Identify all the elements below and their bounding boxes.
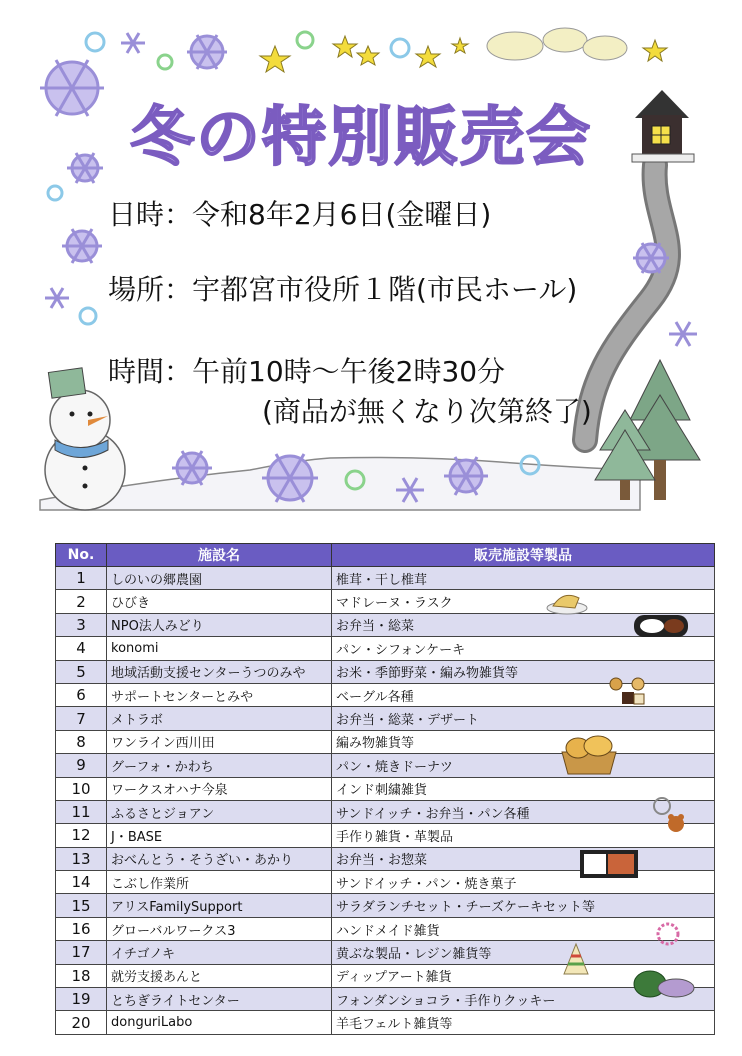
product-name: パン・シフォンケーキ <box>332 637 715 660</box>
product-name: マドレーヌ・ラスク <box>332 590 715 613</box>
table-row <box>56 800 715 823</box>
row-number: 12 <box>56 824 107 847</box>
table-row <box>56 941 715 964</box>
facility-name: とちぎライトセンター <box>107 988 332 1011</box>
facility-name: おべんとう・そうざい・あかり <box>107 847 332 870</box>
house-icon <box>632 90 694 162</box>
product-name: お弁当・総菜 <box>332 613 715 636</box>
facility-name: ワンライン西川田 <box>107 730 332 753</box>
cloud-icons <box>487 28 627 60</box>
product-name: お弁当・総菜・デザート <box>332 707 715 730</box>
product-name: パン・焼きドーナツ <box>332 754 715 777</box>
facility-name: メトラボ <box>107 707 332 730</box>
row-number: 9 <box>56 754 107 777</box>
facility-name: J・BASE <box>107 824 332 847</box>
table-row <box>56 964 715 987</box>
facility-name: グローバルワークス3 <box>107 917 332 940</box>
table-header-row <box>56 544 715 567</box>
row-number: 14 <box>56 871 107 894</box>
keychain-icon <box>650 796 690 836</box>
row-number: 10 <box>56 777 107 800</box>
row-number: 8 <box>56 730 107 753</box>
row-number: 20 <box>56 1011 107 1034</box>
product-name: サンドイッチ・パン・焼き菓子 <box>332 871 715 894</box>
product-name: ベーグル各種 <box>332 683 715 706</box>
event-place: 場所：宇都宮市役所１階(市民ホール) <box>108 273 578 306</box>
row-number: 16 <box>56 917 107 940</box>
product-name: 黄ぶな製品・レジン雑貨等 <box>332 941 715 964</box>
event-note: (商品が無くなり次第終了) <box>262 395 592 428</box>
facility-name: サポートセンターとみや <box>107 683 332 706</box>
row-number: 7 <box>56 707 107 730</box>
header-products: 販売施設等製品 <box>332 544 715 567</box>
lunchbox-icon <box>578 846 640 882</box>
facility-name: ふるさとジョアン <box>107 800 332 823</box>
facility-name: こぶし作業所 <box>107 871 332 894</box>
row-number: 6 <box>56 683 107 706</box>
row-number: 5 <box>56 660 107 683</box>
bento-icon <box>632 612 692 640</box>
product-name: フォンダンショコラ・手作りクッキー <box>332 988 715 1011</box>
row-number: 4 <box>56 637 107 660</box>
row-number: 2 <box>56 590 107 613</box>
table-row <box>56 824 715 847</box>
table-row <box>56 1011 715 1034</box>
product-name: お米・季節野菜・編み物雑貨等 <box>332 660 715 683</box>
facility-name: ワークスオハナ今泉 <box>107 777 332 800</box>
facility-name: konomi <box>107 637 332 660</box>
table-row <box>56 567 715 590</box>
table-row <box>56 917 715 940</box>
row-number: 3 <box>56 613 107 636</box>
bagel-icon <box>602 676 652 708</box>
row-number: 19 <box>56 988 107 1011</box>
facility-name: しのいの郷農園 <box>107 567 332 590</box>
table-row <box>56 637 715 660</box>
product-name: 羊毛フェルト雑貨等 <box>332 1011 715 1034</box>
header-no: No. <box>56 544 107 567</box>
product-name: サラダランチセット・チーズケーキセット等 <box>332 894 715 917</box>
facility-name: 地域活動支援センターうつのみや <box>107 660 332 683</box>
facility-name: donguriLabo <box>107 1011 332 1034</box>
facility-name: グーフォ・かわち <box>107 754 332 777</box>
bracelet-icon <box>652 920 684 948</box>
event-time: 時間：午前10時～午後2時30分 <box>108 355 506 388</box>
row-number: 15 <box>56 894 107 917</box>
row-number: 17 <box>56 941 107 964</box>
madeleine-icon <box>545 586 589 616</box>
product-name: お弁当・お惣菜 <box>332 847 715 870</box>
winter-poster <box>0 0 742 520</box>
table-row <box>56 613 715 636</box>
product-name: インド刺繍雑貨 <box>332 777 715 800</box>
row-number: 13 <box>56 847 107 870</box>
row-number: 18 <box>56 964 107 987</box>
table-row <box>56 707 715 730</box>
row-number: 1 <box>56 567 107 590</box>
bread-basket-icon <box>558 732 620 776</box>
facility-name: ひびき <box>107 590 332 613</box>
table-row <box>56 777 715 800</box>
product-name: 手作り雑貨・革製品 <box>332 824 715 847</box>
facility-name: 就労支援あんと <box>107 964 332 987</box>
sandwich-icon <box>560 940 592 976</box>
facility-name: NPO法人みどり <box>107 613 332 636</box>
product-name: ディップアート雑貨 <box>332 964 715 987</box>
table-row <box>56 988 715 1011</box>
vendor-table <box>55 543 715 1035</box>
table-row <box>56 590 715 613</box>
table-row <box>56 894 715 917</box>
poster-decoration <box>0 0 742 520</box>
product-name: 椎茸・干し椎茸 <box>332 567 715 590</box>
event-date: 日時：令和8年2月6日(金曜日) <box>108 198 492 231</box>
product-name: サンドイッチ・お弁当・パン各種 <box>332 800 715 823</box>
page-title: 冬の特別販売会 <box>130 101 592 175</box>
product-name: 編み物雑貨等 <box>332 730 715 753</box>
header-facility: 施設名 <box>107 544 332 567</box>
snow-ground <box>40 458 640 511</box>
facility-name: アリスFamilySupport <box>107 894 332 917</box>
row-number: 11 <box>56 800 107 823</box>
facility-name: イチゴノキ <box>107 941 332 964</box>
product-name: ハンドメイド雑貨 <box>332 917 715 940</box>
vegetable-icon <box>632 966 698 1000</box>
